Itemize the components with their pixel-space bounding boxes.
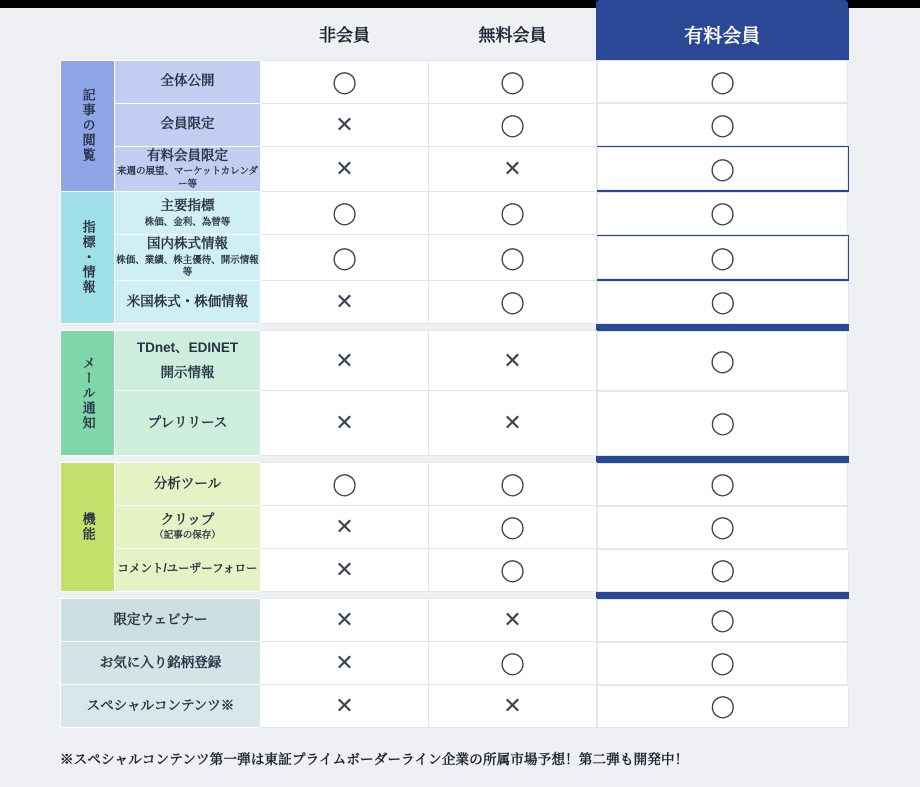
cell-paid-wrap [597,103,849,146]
column-header-nonmember: 非会員 [319,26,370,46]
row-item-title: 有料会員限定 [147,147,228,163]
table-row [61,506,849,549]
cell-paid: ◯ [597,506,848,549]
row-item-label [61,599,261,642]
row-item-label [115,506,261,549]
cell-free: ✕ [429,685,597,728]
row-item-subtitle: 株価、業績、株主優待、開示情報等 [116,254,259,279]
cell-free: ◯ [429,192,597,235]
cell-paid: ◯ [597,103,848,146]
cell-free: ✕ [429,331,597,391]
cell-paid: ◯ [597,685,849,728]
cell-free: ◯ [429,549,597,592]
cell-paid: ◯ [597,60,848,103]
cell-paid: ◯ [597,236,848,279]
cell-free: ✕ [429,391,597,456]
cell-nonmember: ✕ [261,599,429,642]
cell-free: ◯ [429,103,597,146]
row-gap [61,456,849,463]
cell-paid: ◯ [597,391,849,456]
row-item-title: 主要指標 [160,198,215,214]
cell-paid: ◯ [597,147,848,190]
cell-paid-wrap [597,642,849,685]
row-item-title: 米国株式・株価情報 [126,294,249,310]
cell-paid-wrap [597,463,849,506]
row-item-title-line2: 開示情報 [160,364,215,380]
table-row [61,463,849,506]
row-item-title: TDnet、EDINET [136,340,239,356]
cell-paid-wrap [597,506,849,549]
row-item-label [115,463,261,506]
cell-paid: ◯ [597,192,848,235]
cell-paid-wrap [597,391,849,456]
cell-nonmember: ✕ [261,391,429,456]
row-item-title: 限定ウェビナー [113,612,208,628]
table-row [61,642,849,685]
row-item-title: 全体公開 [160,73,215,89]
cell-paid: ◯ [597,281,849,324]
cell-nonmember: ✕ [261,146,429,192]
group-label-reading: 記事の閲覧 [61,60,115,192]
cell-paid-wrap [597,331,849,391]
row-item-title: 分析ツール [153,476,222,492]
row-item-title: クリップ [160,512,215,528]
cell-free: ◯ [429,60,597,103]
cell-nonmember: ✕ [261,281,429,324]
row-item-title: プレリリース [147,415,228,431]
column-header-paid: 有料会員 [597,8,849,60]
row-item-label [115,235,261,281]
row-gap [61,324,849,331]
table-row [61,235,849,281]
cell-nonmember: ✕ [261,549,429,592]
cell-paid: ◯ [597,331,848,391]
cell-nonmember: ◯ [261,60,429,103]
row-item-label [115,281,261,324]
header-spacer-2 [115,8,261,60]
cell-paid-wrap [597,235,849,281]
table-header-row [61,8,849,60]
cell-paid: ◯ [597,549,849,592]
cell-paid: ◯ [597,463,848,506]
header-spacer [61,8,115,60]
row-item-label [61,642,261,685]
row-item-subtitle: 株価、金利、為替等 [144,216,231,228]
row-item-subtitle: 来週の展望、マーケットカレンダー等 [116,165,259,190]
cell-paid-wrap [597,599,849,642]
table-row [61,599,849,642]
cell-paid-wrap [597,549,849,592]
row-gap [61,592,849,599]
table-row [61,146,849,192]
row-item-label [115,331,261,391]
cell-nonmember: ◯ [261,463,429,506]
cell-nonmember: ◯ [261,235,429,281]
cell-nonmember: ✕ [261,331,429,391]
row-item-title: コメント/ユーザーフォロー [117,563,258,576]
row-item-label [61,685,261,728]
cell-paid: ◯ [597,642,848,685]
cell-free: ◯ [429,463,597,506]
table-row [61,103,849,146]
cell-free: ◯ [429,281,597,324]
row-item-label [115,391,261,456]
row-item-label [115,103,261,146]
cell-paid-wrap [597,685,849,728]
table-row [61,281,849,324]
table-row [61,549,849,592]
cell-free: ✕ [429,146,597,192]
group-label-mail: メール通知 [61,331,115,456]
row-item-title: お気に入り銘柄登録 [99,655,222,671]
cell-paid: ◯ [597,599,848,642]
table-row [61,685,849,728]
cell-nonmember: ✕ [261,103,429,146]
cell-paid-wrap [597,146,849,192]
cell-free: ✕ [429,599,597,642]
row-item-title: スペシャルコンテンツ※ [86,698,235,714]
cell-free: ◯ [429,642,597,685]
cell-nonmember: ✕ [261,685,429,728]
cell-paid-wrap [597,281,849,324]
table-row [61,192,849,235]
row-item-label [115,192,261,235]
table-row [61,331,849,391]
cell-free: ◯ [429,235,597,281]
cell-nonmember: ◯ [261,192,429,235]
table-row [61,391,849,456]
cell-nonmember: ✕ [261,506,429,549]
row-item-title: 会員限定 [160,116,215,132]
table-row [61,60,849,103]
plan-comparison-table [60,8,849,728]
cell-paid-wrap [597,60,849,103]
cell-nonmember: ✕ [261,642,429,685]
row-item-label [115,549,261,592]
footnote-text: ※スペシャルコンテンツ第一弾は東証プライムボーダーライン企業の所属市場予想！第二弾も開発中！ [60,752,689,767]
cell-paid-wrap [597,192,849,235]
row-item-subtitle: （記事の保存） [154,530,221,542]
cell-free: ◯ [429,506,597,549]
group-label-features: 機能 [61,463,115,592]
column-header-free: 無料会員 [478,26,547,46]
row-item-title: 国内株式情報 [147,236,228,252]
row-item-label [115,60,261,103]
row-item-label [115,146,261,192]
group-label-indicators: 指標・情報 [61,192,115,324]
